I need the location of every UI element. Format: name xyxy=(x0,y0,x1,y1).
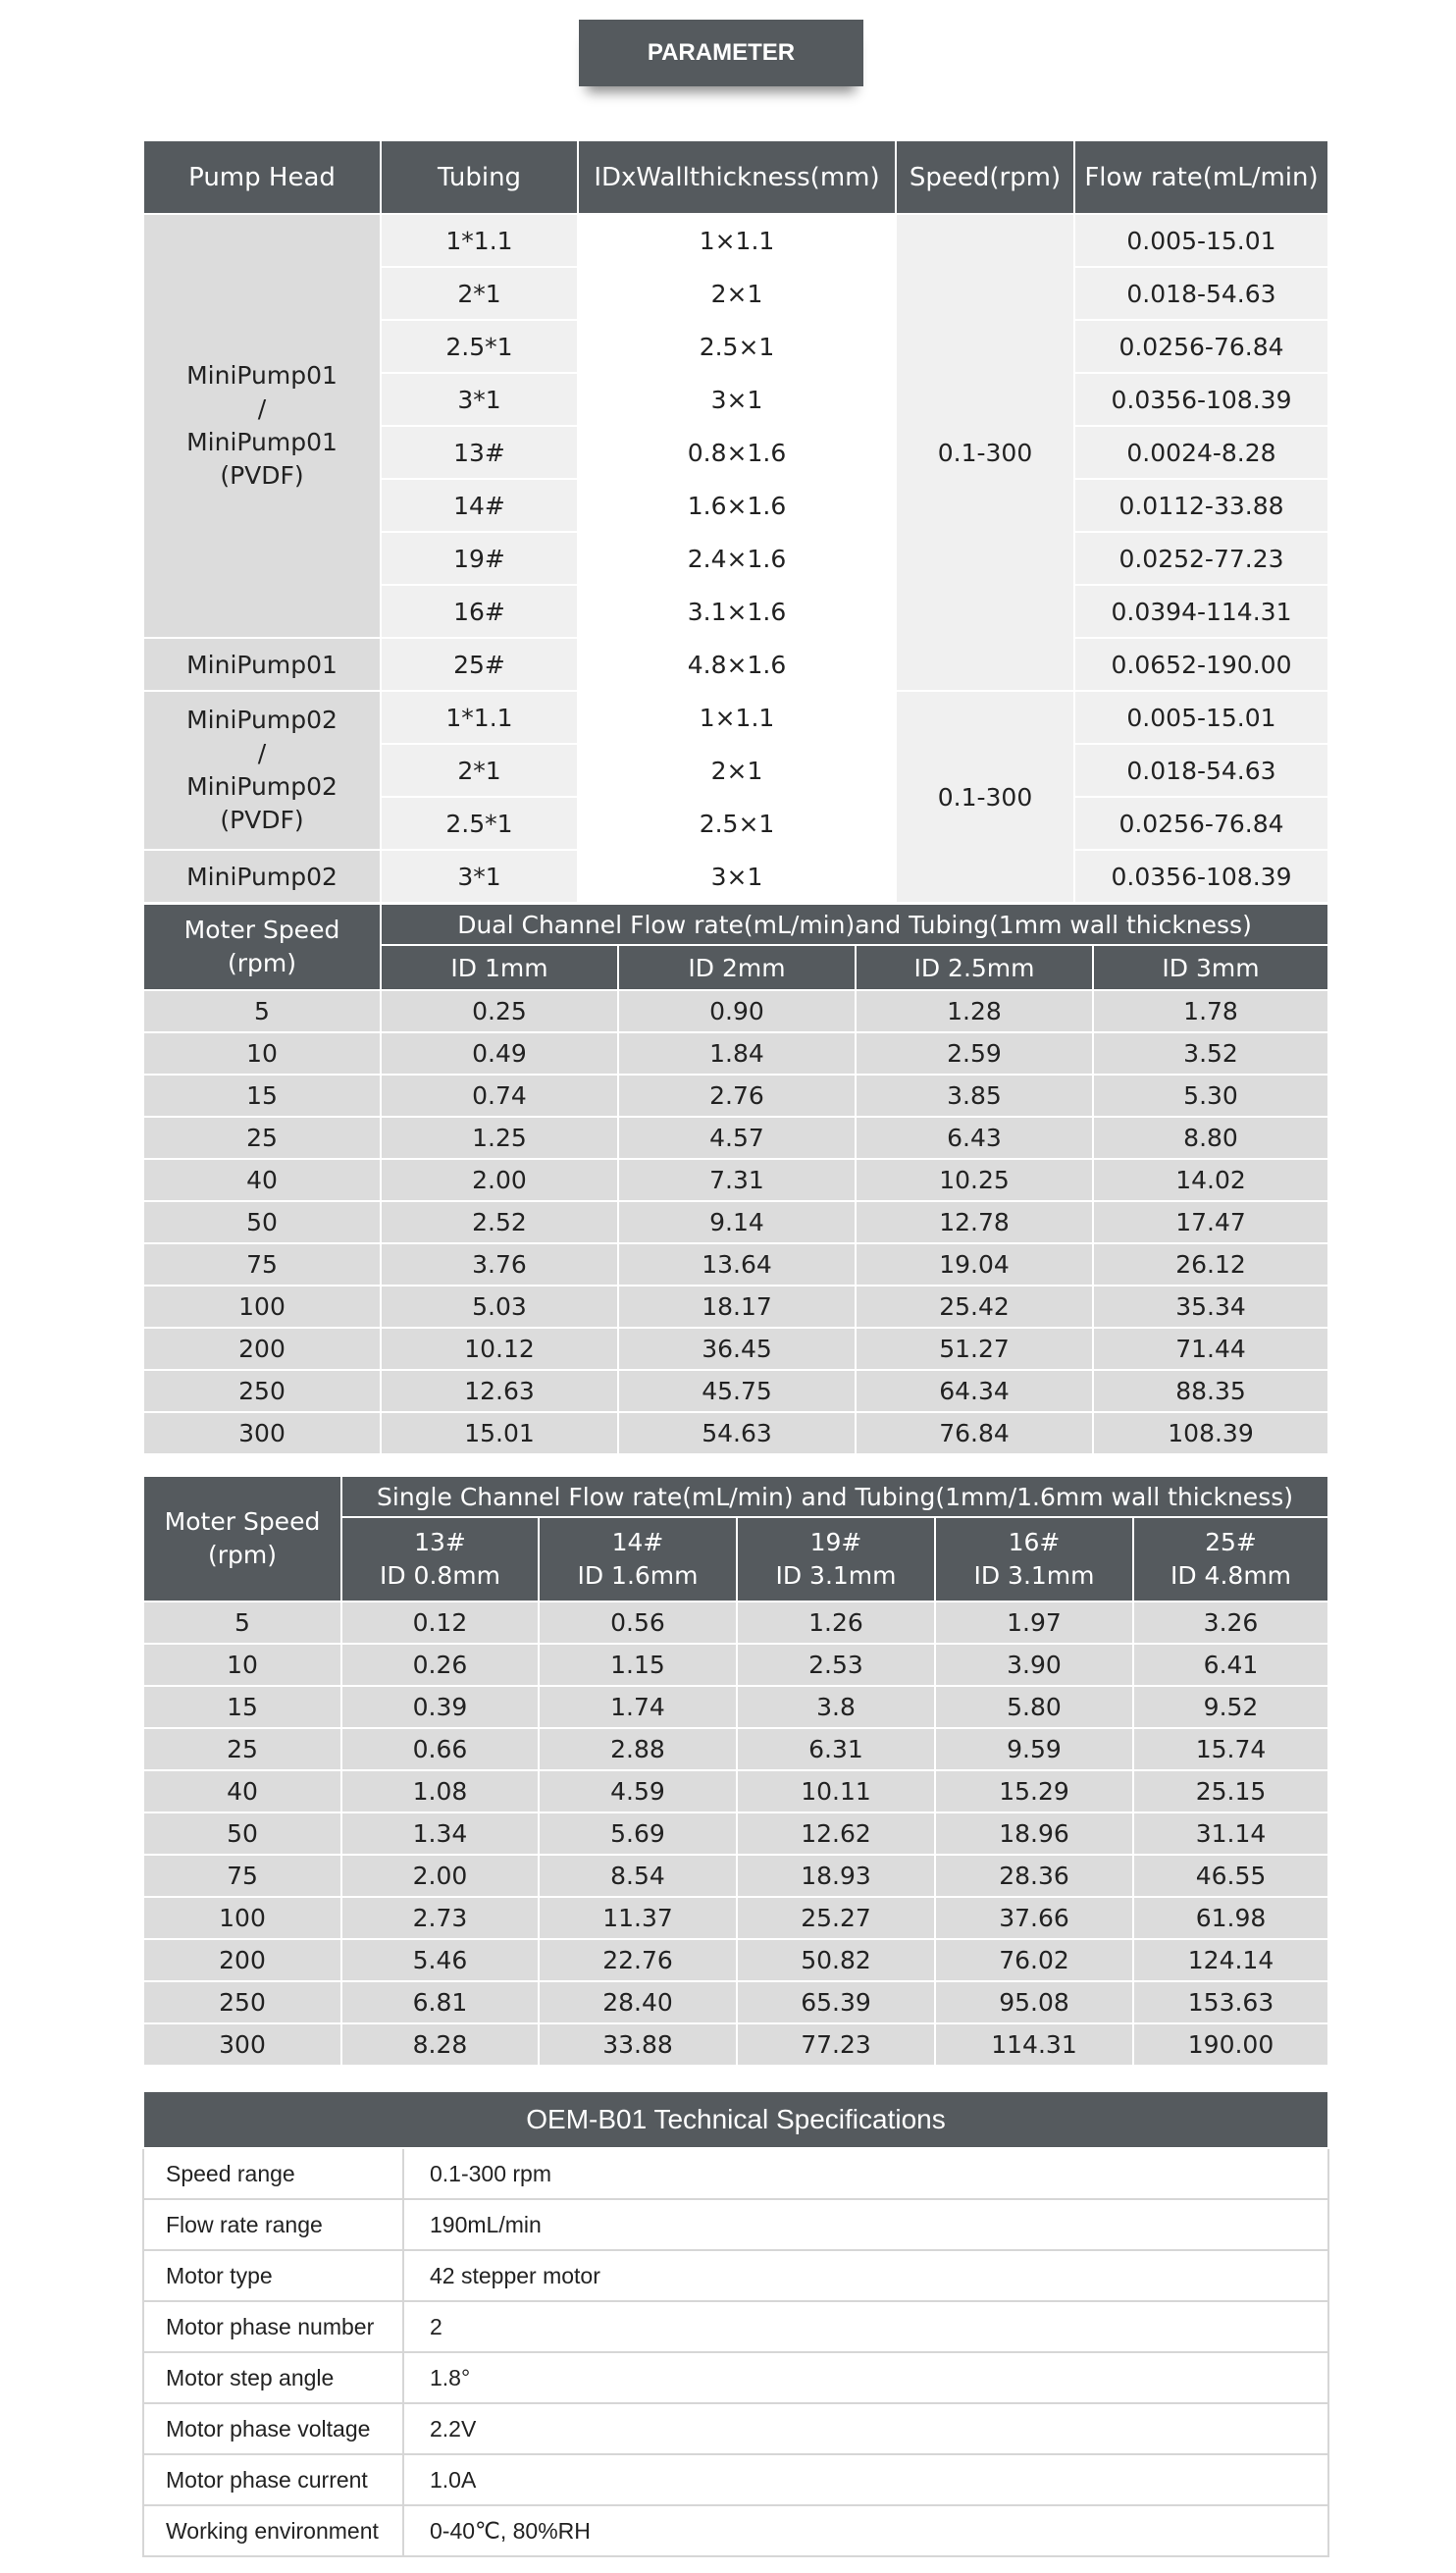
flow-value-cell: 2.88 xyxy=(539,1728,737,1770)
flow-value-cell: 0.56 xyxy=(539,1602,737,1644)
header-flow-rate: Flow rate(mL/min) xyxy=(1074,140,1328,214)
flow-value-cell: 2.59 xyxy=(856,1032,1093,1075)
speed-value-cell: 10 xyxy=(143,1032,381,1075)
spec-value: 190mL/min xyxy=(403,2199,1328,2250)
flow-cell: 0.005-15.01 xyxy=(1074,691,1328,744)
flow-value-cell: 4.57 xyxy=(618,1117,856,1159)
flow-value-cell: 36.45 xyxy=(618,1328,856,1370)
flow-value-cell: 25.27 xyxy=(737,1897,935,1939)
flow-value-cell: 4.59 xyxy=(539,1770,737,1812)
flow-value-cell: 6.43 xyxy=(856,1117,1093,1159)
spec-value: 0-40℃, 80%RH xyxy=(403,2505,1328,2556)
table-row xyxy=(143,1939,1328,1981)
flow-value-cell: 3.8 xyxy=(737,1686,935,1728)
speed-value-cell: 50 xyxy=(143,1201,381,1243)
flow-cell: 0.005-15.01 xyxy=(1074,214,1328,267)
flow-value-cell: 6.31 xyxy=(737,1728,935,1770)
flow-value-cell: 3.85 xyxy=(856,1075,1093,1117)
flow-value-cell: 26.12 xyxy=(1093,1243,1328,1286)
col-tube-no: 16# xyxy=(1008,1528,1061,1556)
flow-value-cell: 0.25 xyxy=(381,990,618,1032)
specs-title: OEM-B01 Technical Specifications xyxy=(143,2091,1328,2148)
flow-cell: 0.0256-76.84 xyxy=(1074,797,1328,850)
single-col-header xyxy=(1133,1517,1328,1602)
tubing-cell: 25# xyxy=(381,638,578,691)
speed-value-cell: 5 xyxy=(143,1602,341,1644)
flow-value-cell: 2.53 xyxy=(737,1644,935,1686)
flow-value-cell: 9.59 xyxy=(935,1728,1133,1770)
speed-value-cell: 250 xyxy=(143,1370,381,1412)
flow-value-cell: 5.03 xyxy=(381,1286,618,1328)
tubing-cell: 19# xyxy=(381,532,578,585)
flow-value-cell: 1.28 xyxy=(856,990,1093,1032)
speed-value-cell: 25 xyxy=(143,1728,341,1770)
flow-value-cell: 2.00 xyxy=(381,1159,618,1201)
flow-value-cell: 1.97 xyxy=(935,1602,1133,1644)
flow-value-cell: 108.39 xyxy=(1093,1412,1328,1454)
spec-value: 2.2V xyxy=(403,2403,1328,2454)
single-header-row xyxy=(143,1476,1328,1517)
id-wall-cell: 3.1×1.6 xyxy=(578,585,896,638)
flow-value-cell: 13.64 xyxy=(618,1243,856,1286)
pump-head-line: / xyxy=(257,739,267,767)
speed-header-line-1: Moter Speed xyxy=(164,1507,321,1536)
flow-cell: 0.018-54.63 xyxy=(1074,267,1328,320)
table-row xyxy=(143,1412,1328,1454)
id-wall-cell: 4.8×1.6 xyxy=(578,638,896,691)
flow-value-cell: 0.49 xyxy=(381,1032,618,1075)
pump-head-cell xyxy=(143,691,381,850)
col-tube-id: ID 0.8mm xyxy=(379,1561,501,1590)
pump-head-line: (PVDF) xyxy=(220,806,304,834)
flow-value-cell: 3.52 xyxy=(1093,1032,1328,1075)
flow-value-cell: 95.08 xyxy=(935,1981,1133,2023)
speed-cell: 0.1-300 xyxy=(896,691,1074,903)
flow-value-cell: 153.63 xyxy=(1133,1981,1328,2023)
page-title: PARAMETER xyxy=(579,20,863,86)
dual-col-header: ID 1mm xyxy=(381,945,618,990)
flow-value-cell: 0.12 xyxy=(341,1602,539,1644)
flow-value-cell: 6.81 xyxy=(341,1981,539,2023)
speed-header-line-1: Moter Speed xyxy=(183,916,340,944)
single-col-header xyxy=(539,1517,737,1602)
pump-head-table xyxy=(142,139,1329,904)
flow-value-cell: 0.90 xyxy=(618,990,856,1032)
flow-value-cell: 9.52 xyxy=(1133,1686,1328,1728)
speed-header-line-2: (rpm) xyxy=(227,949,296,977)
flow-value-cell: 18.17 xyxy=(618,1286,856,1328)
flow-value-cell: 1.84 xyxy=(618,1032,856,1075)
tubing-cell: 2*1 xyxy=(381,744,578,797)
pump-head-cell xyxy=(143,214,381,638)
flow-value-cell: 22.76 xyxy=(539,1939,737,1981)
spec-value: 0.1-300 rpm xyxy=(403,2148,1328,2199)
flow-value-cell: 8.54 xyxy=(539,1855,737,1897)
flow-value-cell: 5.80 xyxy=(935,1686,1133,1728)
table-row xyxy=(143,1201,1328,1243)
spec-label: Motor phase number xyxy=(143,2301,403,2352)
flow-value-cell: 2.73 xyxy=(341,1897,539,1939)
spec-row xyxy=(143,2301,1328,2352)
flow-value-cell: 17.47 xyxy=(1093,1201,1328,1243)
tubing-cell: 13# xyxy=(381,426,578,479)
id-wall-cell: 3×1 xyxy=(578,850,896,903)
spec-label: Flow rate range xyxy=(143,2199,403,2250)
flow-value-cell: 28.40 xyxy=(539,1981,737,2023)
tubing-cell: 3*1 xyxy=(381,850,578,903)
dual-col-header: ID 3mm xyxy=(1093,945,1328,990)
table-row xyxy=(143,1812,1328,1855)
flow-value-cell: 1.26 xyxy=(737,1602,935,1644)
pump-head-line: / xyxy=(257,394,267,423)
speed-value-cell: 40 xyxy=(143,1770,341,1812)
table-row xyxy=(143,850,1328,903)
spec-row xyxy=(143,2403,1328,2454)
spec-label: Motor phase voltage xyxy=(143,2403,403,2454)
speed-value-cell: 200 xyxy=(143,1328,381,1370)
flow-value-cell: 15.74 xyxy=(1133,1728,1328,1770)
single-col-header xyxy=(935,1517,1133,1602)
spec-row xyxy=(143,2250,1328,2301)
flow-value-cell: 18.96 xyxy=(935,1812,1133,1855)
parameter-title-banner xyxy=(579,20,863,88)
flow-value-cell: 0.39 xyxy=(341,1686,539,1728)
pump-head-line: (PVDF) xyxy=(220,461,304,490)
flow-value-cell: 10.25 xyxy=(856,1159,1093,1201)
flow-value-cell: 1.15 xyxy=(539,1644,737,1686)
id-wall-cell: 2.5×1 xyxy=(578,797,896,850)
header-pump-head: Pump Head xyxy=(143,140,381,214)
flow-value-cell: 19.04 xyxy=(856,1243,1093,1286)
pump-head-cell: MiniPump02 xyxy=(143,850,381,903)
flow-cell: 0.018-54.63 xyxy=(1074,744,1328,797)
tubing-cell: 3*1 xyxy=(381,373,578,426)
flow-value-cell: 61.98 xyxy=(1133,1897,1328,1939)
dual-speed-header xyxy=(143,904,381,990)
col-tube-no: 14# xyxy=(611,1528,664,1556)
flow-cell: 0.0252-77.23 xyxy=(1074,532,1328,585)
speed-value-cell: 100 xyxy=(143,1286,381,1328)
table-row xyxy=(143,1243,1328,1286)
flow-value-cell: 18.93 xyxy=(737,1855,935,1897)
tubing-cell: 2.5*1 xyxy=(381,320,578,373)
flow-value-cell: 46.55 xyxy=(1133,1855,1328,1897)
pump-head-cell: MiniPump01 xyxy=(143,638,381,691)
flow-value-cell: 45.75 xyxy=(618,1370,856,1412)
flow-value-cell: 0.26 xyxy=(341,1644,539,1686)
table-row xyxy=(143,2023,1328,2066)
speed-cell: 0.1-300 xyxy=(896,214,1074,691)
flow-value-cell: 88.35 xyxy=(1093,1370,1328,1412)
spec-value: 42 stepper motor xyxy=(403,2250,1328,2301)
flow-value-cell: 5.30 xyxy=(1093,1075,1328,1117)
spec-row xyxy=(143,2454,1328,2505)
tubing-cell: 14# xyxy=(381,479,578,532)
flow-value-cell: 11.37 xyxy=(539,1897,737,1939)
flow-value-cell: 37.66 xyxy=(935,1897,1133,1939)
pump-head-line: MiniPump01 xyxy=(186,428,338,456)
table-row xyxy=(143,1117,1328,1159)
id-wall-cell: 3×1 xyxy=(578,373,896,426)
flow-value-cell: 3.76 xyxy=(381,1243,618,1286)
flow-value-cell: 0.74 xyxy=(381,1075,618,1117)
flow-value-cell: 2.00 xyxy=(341,1855,539,1897)
col-tube-id: ID 3.1mm xyxy=(775,1561,897,1590)
flow-value-cell: 124.14 xyxy=(1133,1939,1328,1981)
speed-value-cell: 5 xyxy=(143,990,381,1032)
spec-label: Motor phase current xyxy=(143,2454,403,2505)
table-row xyxy=(143,691,1328,744)
spec-row xyxy=(143,2505,1328,2556)
dual-col-header: ID 2mm xyxy=(618,945,856,990)
tubing-cell: 1*1.1 xyxy=(381,214,578,267)
flow-value-cell: 1.78 xyxy=(1093,990,1328,1032)
flow-value-cell: 35.34 xyxy=(1093,1286,1328,1328)
table-row xyxy=(143,1686,1328,1728)
flow-value-cell: 15.29 xyxy=(935,1770,1133,1812)
dual-channel-table xyxy=(142,903,1329,1455)
single-speed-header xyxy=(143,1476,341,1602)
col-tube-no: 13# xyxy=(414,1528,466,1556)
table-row xyxy=(143,1075,1328,1117)
flow-value-cell: 77.23 xyxy=(737,2023,935,2066)
spec-value: 2 xyxy=(403,2301,1328,2352)
table-row xyxy=(143,1328,1328,1370)
table-row xyxy=(143,1897,1328,1939)
flow-value-cell: 71.44 xyxy=(1093,1328,1328,1370)
speed-value-cell: 15 xyxy=(143,1686,341,1728)
speed-value-cell: 100 xyxy=(143,1897,341,1939)
flow-value-cell: 114.31 xyxy=(935,2023,1133,2066)
id-wall-cell: 1.6×1.6 xyxy=(578,479,896,532)
header-tubing: Tubing xyxy=(381,140,578,214)
flow-value-cell: 12.62 xyxy=(737,1812,935,1855)
flow-value-cell: 1.74 xyxy=(539,1686,737,1728)
flow-cell: 0.0356-108.39 xyxy=(1074,850,1328,903)
flow-value-cell: 2.52 xyxy=(381,1201,618,1243)
flow-cell: 0.0112-33.88 xyxy=(1074,479,1328,532)
flow-value-cell: 65.39 xyxy=(737,1981,935,2023)
flow-value-cell: 28.36 xyxy=(935,1855,1133,1897)
spec-label: Speed range xyxy=(143,2148,403,2199)
flow-value-cell: 25.15 xyxy=(1133,1770,1328,1812)
flow-value-cell: 1.34 xyxy=(341,1812,539,1855)
spec-label: Motor step angle xyxy=(143,2352,403,2403)
id-wall-cell: 2×1 xyxy=(578,744,896,797)
flow-value-cell: 7.31 xyxy=(618,1159,856,1201)
speed-value-cell: 50 xyxy=(143,1812,341,1855)
flow-value-cell: 5.69 xyxy=(539,1812,737,1855)
single-col-header xyxy=(737,1517,935,1602)
table-row xyxy=(143,1370,1328,1412)
speed-header-line-2: (rpm) xyxy=(207,1541,277,1569)
flow-value-cell: 15.01 xyxy=(381,1412,618,1454)
flow-cell: 0.0652-190.00 xyxy=(1074,638,1328,691)
flow-value-cell: 10.12 xyxy=(381,1328,618,1370)
flow-value-cell: 50.82 xyxy=(737,1939,935,1981)
flow-value-cell: 33.88 xyxy=(539,2023,737,2066)
flow-value-cell: 76.84 xyxy=(856,1412,1093,1454)
table-row xyxy=(143,1286,1328,1328)
dual-table-title: Dual Channel Flow rate(mL/min)and Tubing(1mm wall thickness) xyxy=(381,904,1328,945)
spec-value: 1.8° xyxy=(403,2352,1328,2403)
dual-col-header: ID 2.5mm xyxy=(856,945,1093,990)
speed-value-cell: 250 xyxy=(143,1981,341,2023)
flow-value-cell: 8.80 xyxy=(1093,1117,1328,1159)
id-wall-cell: 0.8×1.6 xyxy=(578,426,896,479)
tubing-cell: 16# xyxy=(381,585,578,638)
flow-value-cell: 14.02 xyxy=(1093,1159,1328,1201)
col-tube-id: ID 3.1mm xyxy=(973,1561,1095,1590)
table-row xyxy=(143,214,1328,267)
table-row xyxy=(143,1644,1328,1686)
speed-value-cell: 25 xyxy=(143,1117,381,1159)
flow-value-cell: 64.34 xyxy=(856,1370,1093,1412)
table-row xyxy=(143,1159,1328,1201)
flow-value-cell: 5.46 xyxy=(341,1939,539,1981)
speed-value-cell: 40 xyxy=(143,1159,381,1201)
flow-cell: 0.0394-114.31 xyxy=(1074,585,1328,638)
header-speed: Speed(rpm) xyxy=(896,140,1074,214)
flow-value-cell: 51.27 xyxy=(856,1328,1093,1370)
flow-value-cell: 3.26 xyxy=(1133,1602,1328,1644)
flow-value-cell: 1.25 xyxy=(381,1117,618,1159)
flow-value-cell: 190.00 xyxy=(1133,2023,1328,2066)
tubing-cell: 1*1.1 xyxy=(381,691,578,744)
col-tube-id: ID 4.8mm xyxy=(1170,1561,1292,1590)
col-tube-no: 25# xyxy=(1205,1528,1257,1556)
specs-header-row xyxy=(143,2091,1328,2148)
table-row xyxy=(143,1770,1328,1812)
tubing-cell: 2*1 xyxy=(381,267,578,320)
spec-row xyxy=(143,2148,1328,2199)
table-row xyxy=(143,1602,1328,1644)
flow-value-cell: 2.76 xyxy=(618,1075,856,1117)
flow-value-cell: 9.14 xyxy=(618,1201,856,1243)
flow-cell: 0.0024-8.28 xyxy=(1074,426,1328,479)
spec-value: 1.0A xyxy=(403,2454,1328,2505)
id-wall-cell: 2.5×1 xyxy=(578,320,896,373)
col-tube-id: ID 1.6mm xyxy=(577,1561,699,1590)
speed-value-cell: 10 xyxy=(143,1644,341,1686)
id-wall-cell: 1×1.1 xyxy=(578,691,896,744)
tech-specs-table xyxy=(142,2090,1329,2557)
flow-value-cell: 12.78 xyxy=(856,1201,1093,1243)
table-row xyxy=(143,1981,1328,2023)
speed-value-cell: 75 xyxy=(143,1855,341,1897)
speed-value-cell: 300 xyxy=(143,2023,341,2066)
col-tube-no: 19# xyxy=(809,1528,862,1556)
table-row xyxy=(143,990,1328,1032)
id-wall-cell: 2.4×1.6 xyxy=(578,532,896,585)
flow-value-cell: 12.63 xyxy=(381,1370,618,1412)
pump-head-line: MiniPump01 xyxy=(186,361,338,390)
tubing-cell: 2.5*1 xyxy=(381,797,578,850)
flow-value-cell: 1.08 xyxy=(341,1770,539,1812)
single-col-header xyxy=(341,1517,539,1602)
speed-value-cell: 300 xyxy=(143,1412,381,1454)
pump-head-line: MiniPump02 xyxy=(186,772,338,801)
id-wall-cell: 2×1 xyxy=(578,267,896,320)
spec-row xyxy=(143,2352,1328,2403)
single-channel-table xyxy=(142,1475,1329,2067)
header-id-wallthickness: IDxWallthickness(mm) xyxy=(578,140,896,214)
speed-value-cell: 200 xyxy=(143,1939,341,1981)
id-wall-cell: 1×1.1 xyxy=(578,214,896,267)
table-row xyxy=(143,1728,1328,1770)
single-table-title: Single Channel Flow rate(mL/min) and Tubing(1mm/1.6mm wall thickness) xyxy=(341,1476,1328,1517)
flow-value-cell: 76.02 xyxy=(935,1939,1133,1981)
flow-value-cell: 3.90 xyxy=(935,1644,1133,1686)
flow-value-cell: 6.41 xyxy=(1133,1644,1328,1686)
flow-cell: 0.0256-76.84 xyxy=(1074,320,1328,373)
flow-value-cell: 0.66 xyxy=(341,1728,539,1770)
spec-label: Motor type xyxy=(143,2250,403,2301)
dual-header-row xyxy=(143,904,1328,945)
flow-value-cell: 54.63 xyxy=(618,1412,856,1454)
flow-value-cell: 10.11 xyxy=(737,1770,935,1812)
speed-value-cell: 75 xyxy=(143,1243,381,1286)
spec-label: Working environment xyxy=(143,2505,403,2556)
table-row xyxy=(143,1855,1328,1897)
pump-table-header-row xyxy=(143,140,1328,214)
spec-row xyxy=(143,2199,1328,2250)
table-row xyxy=(143,638,1328,691)
flow-value-cell: 31.14 xyxy=(1133,1812,1328,1855)
flow-value-cell: 8.28 xyxy=(341,2023,539,2066)
table-row xyxy=(143,1032,1328,1075)
speed-value-cell: 15 xyxy=(143,1075,381,1117)
flow-value-cell: 25.42 xyxy=(856,1286,1093,1328)
flow-cell: 0.0356-108.39 xyxy=(1074,373,1328,426)
pump-head-line: MiniPump02 xyxy=(186,706,338,734)
